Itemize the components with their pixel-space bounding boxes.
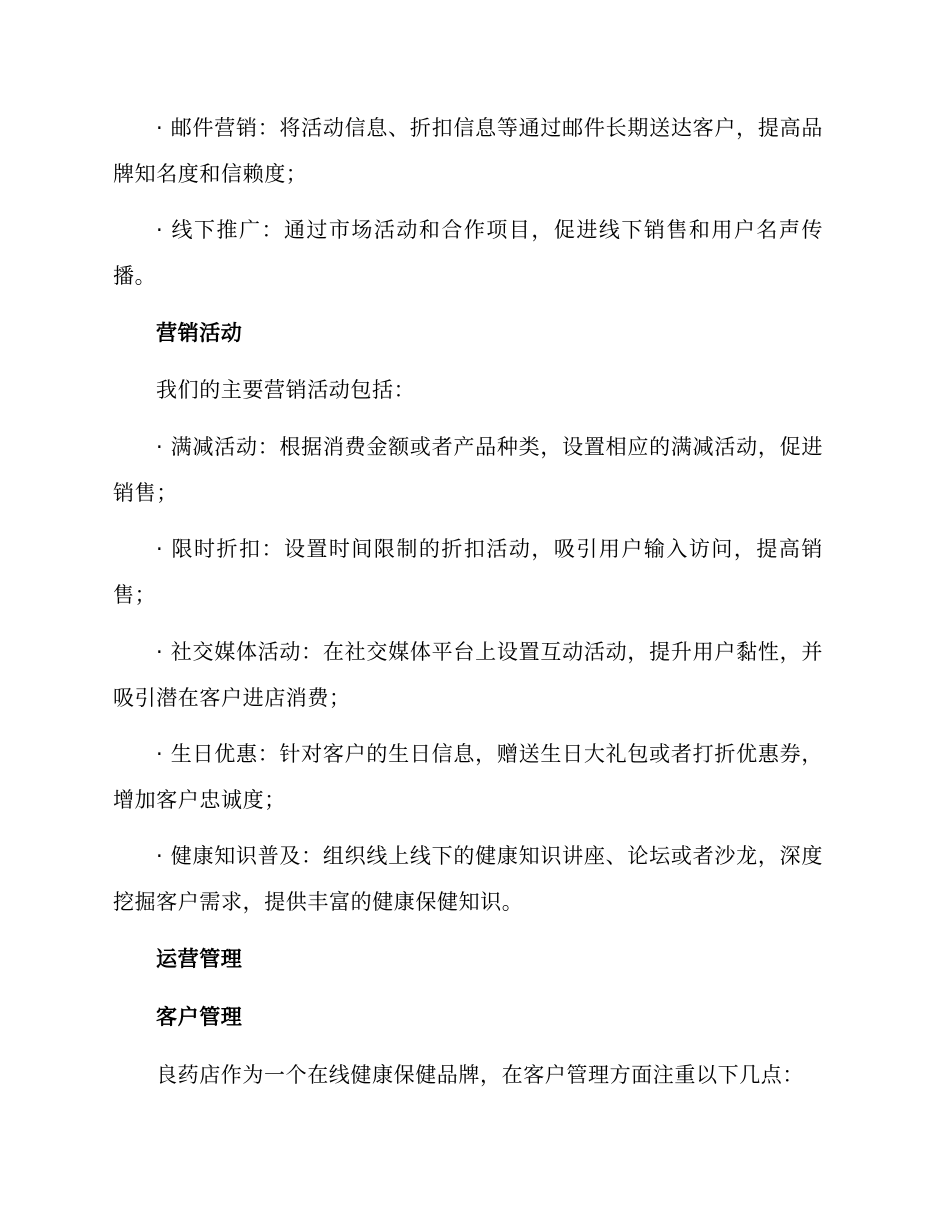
- paragraph-marketing-intro: 我们的主要营销活动包括：: [156, 378, 416, 402]
- heading-marketing-activities: 营销活动: [156, 321, 243, 345]
- paragraph-customer-intro: 良药店作为一个在线健康保健品牌，在客户管理方面注重以下几点：: [156, 1063, 804, 1087]
- paragraph-birthday-offer: · 生日优惠：针对客户的生日信息，赠送生日大礼包或者打折优惠券，增加客户忠诚度；: [113, 742, 823, 812]
- paragraph-email-marketing: · 邮件营销：将活动信息、折扣信息等通过邮件长期送达客户，提高品牌知名度和信赖度；: [113, 116, 823, 186]
- paragraph-limited-time-discount: · 限时折扣：设置时间限制的折扣活动，吸引用户输入访问，提高销售；: [113, 537, 823, 607]
- paragraph-offline-promotion: · 线下推广：通过市场活动和合作项目，促进线下销售和用户名声传播。: [113, 218, 823, 288]
- heading-customer-management: 客户管理: [156, 1005, 243, 1029]
- paragraph-social-media-activity: · 社交媒体活动：在社交媒体平台上设置互动活动，提升用户黏性，并吸引潜在客户进店消费；: [113, 640, 823, 710]
- heading-operations-management: 运营管理: [156, 947, 243, 971]
- paragraph-health-knowledge: · 健康知识普及：组织线上线下的健康知识讲座、论坛或者沙龙，深度挖掘客户需求，提供丰富的健康保健知识。: [113, 844, 823, 914]
- paragraph-discount-activity: · 满减活动：根据消费金额或者产品种类，设置相应的满减活动，促进销售；: [113, 435, 823, 505]
